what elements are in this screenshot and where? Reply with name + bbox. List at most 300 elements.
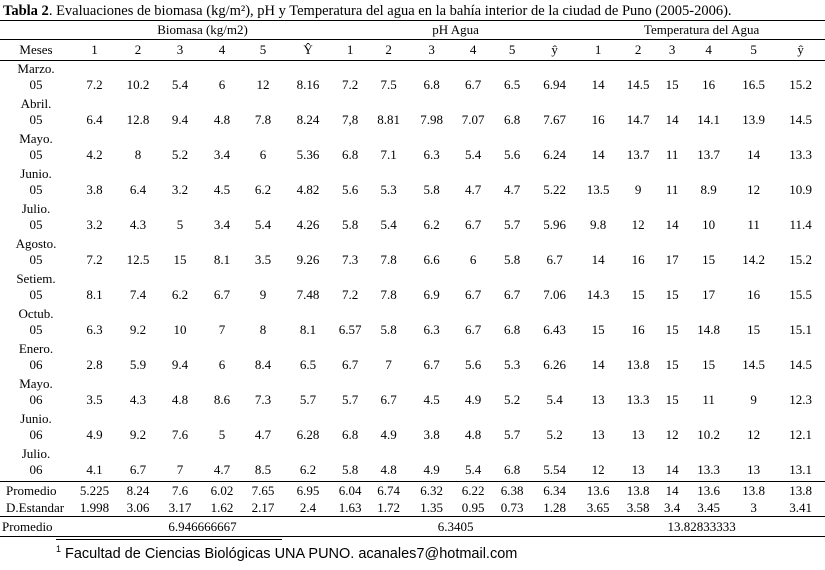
value-cell-biomasa: 6.4: [86, 112, 103, 127]
destandar-row-value-biomasa: 3.17: [159, 499, 201, 517]
promedio-row-value-temp: 13.6: [686, 482, 731, 500]
value-cell-biomasa: 5.2: [171, 147, 189, 162]
destandar-row-value-temp: 3.41: [776, 499, 825, 517]
value-cell-biomasa: 5: [176, 217, 184, 232]
value-cell-ph: 4.9: [380, 427, 397, 442]
table-row: [0, 271, 825, 306]
value-cell-biomasa: 7: [176, 462, 184, 477]
value-cell-ph: 7.1: [380, 147, 397, 162]
promedio-row-value-ph: 6.34: [531, 482, 578, 500]
value-cell-temp: 14.5: [789, 357, 812, 372]
month-cell: [0, 166, 72, 201]
group-header-row: [0, 21, 825, 40]
value-cell-biomasa: 6.3: [86, 322, 103, 337]
value-cell-ph: 5.4: [464, 147, 482, 162]
promedio-row-value-biomasa: 7.65: [243, 482, 283, 500]
value-cell-ph: 6.94: [543, 77, 566, 92]
value-cell-ph: 5.6: [503, 147, 521, 162]
value-cell-biomasa: 5.4: [254, 217, 272, 232]
promedio-row-value-temp: 14: [658, 482, 686, 500]
value-cell-ph: 5.54: [543, 462, 566, 477]
value-cell-temp: 13: [631, 462, 645, 477]
value-cell-temp: 11.4: [789, 217, 812, 232]
promedio-row-value-biomasa: 7.6: [159, 482, 201, 500]
value-cell-temp: 12: [747, 182, 761, 197]
promedio-row-value-temp: 13.8: [776, 482, 825, 500]
table-row: [0, 446, 825, 482]
value-cell-ph: 6.7: [464, 322, 482, 337]
table-row: [0, 201, 825, 236]
value-cell-ph: 7,8: [341, 112, 359, 127]
value-cell-temp: 15: [665, 77, 679, 92]
promedio-general-temp: 13.82833333: [578, 517, 825, 537]
column-header-temp-3: 3: [658, 40, 686, 61]
value-cell-biomasa: 9.4: [171, 112, 189, 127]
column-header-biomasa-3: 3: [159, 40, 201, 61]
destandar-row-value-temp: 3: [731, 499, 776, 517]
value-cell-temp: 16: [747, 287, 761, 302]
value-cell-ph: 6.7: [464, 287, 482, 302]
value-cell-biomasa: 6.2: [254, 182, 272, 197]
value-cell-ph: 6.57: [338, 322, 362, 337]
value-cell-temp: 12.1: [789, 427, 812, 442]
value-cell-temp: 15.2: [789, 77, 812, 92]
destandar-row-value-temp: 3.58: [618, 499, 658, 517]
value-cell-ph: 6.8: [423, 77, 440, 92]
table-caption-label: Tabla 2: [3, 3, 49, 19]
value-cell-biomasa: 9.2: [129, 427, 147, 442]
value-cell-biomasa: 8.6: [213, 392, 231, 407]
destandar-row-value-ph: 0.95: [453, 499, 493, 517]
promedio-general-label: Promedio: [0, 517, 72, 537]
value-cell-temp: 14.5: [626, 77, 650, 92]
value-cell-ph: 5.4: [380, 217, 397, 232]
month-cell: [0, 61, 72, 97]
value-cell-biomasa: 2.8: [86, 357, 103, 372]
value-cell-biomasa: 4.5: [213, 182, 231, 197]
value-cell-temp: 10.9: [789, 182, 812, 197]
value-cell-temp: 13.3: [789, 147, 812, 162]
month-label-part: 06: [29, 392, 43, 407]
group-header-biomasa: Biomasa (kg/m2): [72, 21, 333, 40]
promedio-row-value-temp: 13.8: [618, 482, 658, 500]
value-cell-ph: 4.8: [380, 462, 397, 477]
month-label-part: Julio.: [21, 446, 51, 461]
value-cell-temp: 14.8: [697, 322, 720, 337]
value-cell-temp: 15.1: [789, 322, 812, 337]
value-cell-ph: 6.43: [543, 322, 566, 337]
value-cell-ph: 5.8: [341, 462, 359, 477]
value-cell-biomasa: 8.1: [86, 287, 103, 302]
value-cell-temp: 15: [702, 357, 716, 372]
value-cell-temp: 13.7: [697, 147, 720, 162]
value-cell-biomasa: 8.1: [299, 322, 317, 337]
value-cell-temp: 8.9: [700, 182, 717, 197]
value-cell-ph: 4.9: [464, 392, 482, 407]
value-cell-ph: 7.06: [543, 287, 566, 302]
value-cell-ph: 6.7: [380, 392, 397, 407]
value-cell-temp: 13: [591, 392, 605, 407]
month-label-part: Marzo.: [17, 61, 55, 76]
value-cell-ph: 6.8: [341, 427, 359, 442]
destandar-row-value-temp: 3.45: [686, 499, 731, 517]
value-cell-ph: 4.7: [503, 182, 521, 197]
value-cell-ph: 6.26: [543, 357, 566, 372]
value-cell-ph: 4.9: [423, 462, 440, 477]
promedio-row-value-biomasa: 8.24: [117, 482, 159, 500]
value-cell-temp: 14.1: [697, 112, 720, 127]
month-label-part: 06: [29, 357, 43, 372]
value-cell-biomasa: 4.7: [254, 427, 272, 442]
value-cell-temp: 14.5: [789, 112, 812, 127]
destandar-row-value-ph: 1.28: [531, 499, 578, 517]
value-cell-ph: 5.8: [423, 182, 440, 197]
column-header-ph-1: 1: [333, 40, 367, 61]
value-cell-ph: 4.5: [423, 392, 440, 407]
value-cell-temp: 14.3: [586, 287, 610, 302]
table-row: [0, 341, 825, 376]
table-row: [0, 61, 825, 97]
month-label-part: Abril.: [20, 96, 52, 111]
month-label-part: Junio.: [20, 166, 52, 181]
value-cell-biomasa: 3.8: [86, 182, 103, 197]
column-header-meses: Meses: [0, 40, 72, 61]
month-cell: [0, 236, 72, 271]
promedio-row-value-biomasa: 6.02: [201, 482, 243, 500]
value-cell-temp: 17: [665, 252, 679, 267]
month-label-part: 05: [29, 322, 43, 337]
value-cell-ph: 5.2: [503, 392, 521, 407]
month-label-part: 05: [29, 147, 43, 162]
destandar-row-value-biomasa: 2.4: [283, 499, 333, 517]
value-cell-temp: 11: [702, 392, 715, 407]
value-cell-biomasa: 4.8: [213, 112, 231, 127]
value-cell-ph: 5.6: [341, 182, 359, 197]
destandar-row-label: D.Estandar: [0, 499, 72, 517]
value-cell-temp: 14: [747, 147, 761, 162]
table-row: [0, 166, 825, 201]
value-cell-ph: 6.7: [546, 252, 563, 267]
month-label-part: 06: [29, 462, 43, 477]
value-cell-ph: 5.2: [546, 427, 563, 442]
value-cell-ph: 7.3: [341, 252, 359, 267]
value-cell-biomasa: 6.4: [129, 182, 147, 197]
promedio-row-value-biomasa: 6.95: [283, 482, 333, 500]
value-cell-biomasa: 9.26: [296, 252, 320, 267]
value-cell-ph: 6.6: [423, 252, 440, 267]
value-cell-temp: 13: [591, 427, 605, 442]
column-header-biomasa-5: 5: [243, 40, 283, 61]
value-cell-biomasa: 12: [256, 77, 270, 92]
value-cell-biomasa: 8.16: [296, 77, 320, 92]
value-cell-biomasa: 12.8: [126, 112, 150, 127]
group-header-temperatura: Temperatura del Agua: [578, 21, 825, 40]
value-cell-temp: 13.8: [626, 357, 650, 372]
value-cell-temp: 9: [750, 392, 757, 407]
value-cell-temp: 16: [631, 252, 645, 267]
group-header-ph: pH Agua: [333, 21, 578, 40]
value-cell-biomasa: 6.7: [213, 287, 231, 302]
value-cell-biomasa: 4.3: [129, 392, 147, 407]
value-cell-temp: 13.3: [697, 462, 720, 477]
month-cell: [0, 446, 72, 482]
column-header-row: [0, 40, 825, 61]
value-cell-ph: 5.3: [380, 182, 397, 197]
value-cell-biomasa: 5: [218, 427, 226, 442]
column-header-biomasa-4: 4: [201, 40, 243, 61]
value-cell-temp: 15.5: [789, 287, 812, 302]
promedio-row-value-temp: 13.6: [578, 482, 618, 500]
value-cell-temp: 10: [702, 217, 716, 232]
promedio-general-ph: 6.3405: [333, 517, 578, 537]
table-row: [0, 131, 825, 166]
value-cell-ph: 7.5: [380, 77, 397, 92]
value-cell-biomasa: 9: [259, 287, 267, 302]
value-cell-biomasa: 15: [173, 252, 187, 267]
value-cell-biomasa: 9.4: [171, 357, 189, 372]
month-label-part: Julio.: [21, 201, 51, 216]
group-header-empty: [0, 21, 72, 40]
value-cell-biomasa: 6: [259, 147, 267, 162]
month-label-part: Mayo.: [19, 131, 53, 146]
value-cell-temp: 15: [665, 357, 679, 372]
value-cell-biomasa: 4.9: [86, 427, 103, 442]
value-cell-ph: 6: [469, 252, 477, 267]
value-cell-biomasa: 3.5: [86, 392, 103, 407]
value-cell-temp: 12.3: [789, 392, 812, 407]
value-cell-temp: 15: [591, 322, 605, 337]
promedio-row-label: Promedio: [0, 482, 72, 500]
month-label-part: Agosto.: [15, 236, 57, 251]
value-cell-temp: 12: [631, 217, 645, 232]
month-label-part: Octub.: [18, 306, 54, 321]
value-cell-ph: 6.5: [503, 77, 521, 92]
month-label-part: 05: [29, 112, 43, 127]
value-cell-biomasa: 7.4: [129, 287, 147, 302]
value-cell-biomasa: 10.2: [126, 77, 150, 92]
column-header-temp-6: ŷ: [776, 40, 825, 61]
value-cell-temp: 11: [665, 147, 679, 162]
month-cell: [0, 271, 72, 306]
value-cell-temp: 13: [747, 462, 761, 477]
data-table: [0, 20, 825, 537]
value-cell-ph: 6.8: [503, 322, 521, 337]
promedio-row-value-biomasa: 5.225: [72, 482, 117, 500]
value-cell-ph: 5.8: [341, 217, 359, 232]
value-cell-ph: 6.7: [503, 287, 521, 302]
month-cell: [0, 376, 72, 411]
column-header-ph-6: ŷ: [531, 40, 578, 61]
value-cell-biomasa: 8.1: [213, 252, 231, 267]
value-cell-ph: 6.9: [423, 287, 440, 302]
value-cell-ph: 6.7: [341, 357, 359, 372]
value-cell-biomasa: 7.2: [86, 77, 103, 92]
value-cell-biomasa: 8.5: [254, 462, 272, 477]
month-cell: [0, 341, 72, 376]
value-cell-temp: 14: [665, 462, 679, 477]
value-cell-temp: 16: [631, 322, 645, 337]
promedio-row-value-ph: 6.32: [410, 482, 453, 500]
month-label-part: 05: [29, 287, 43, 302]
month-label-part: 05: [29, 217, 43, 232]
value-cell-temp: 14.2: [742, 252, 765, 267]
value-cell-temp: 12: [665, 427, 679, 442]
column-header-temp-2: 2: [618, 40, 658, 61]
value-cell-biomasa: 7: [218, 322, 226, 337]
value-cell-biomasa: 8.24: [296, 112, 320, 127]
value-cell-biomasa: 7.3: [254, 392, 272, 407]
value-cell-temp: 10.2: [697, 427, 720, 442]
value-cell-temp: 15: [665, 287, 679, 302]
table-row: [0, 236, 825, 271]
month-label-part: 05: [29, 77, 43, 92]
column-header-biomasa-2: 2: [117, 40, 159, 61]
value-cell-ph: 5.4: [464, 462, 482, 477]
value-cell-ph: 3.8: [423, 427, 440, 442]
value-cell-biomasa: 6: [218, 357, 226, 372]
value-cell-ph: 7.98: [420, 112, 443, 127]
promedio-row-value-ph: 6.04: [333, 482, 367, 500]
value-cell-ph: 8.81: [377, 112, 400, 127]
value-cell-ph: 5.4: [546, 392, 563, 407]
month-label-part: 05: [29, 252, 43, 267]
value-cell-biomasa: 8.4: [254, 357, 272, 372]
value-cell-biomasa: 6.2: [171, 287, 189, 302]
value-cell-temp: 17: [702, 287, 716, 302]
value-cell-ph: 5.6: [464, 357, 482, 372]
value-cell-temp: 13.1: [789, 462, 812, 477]
destandar-row: [0, 499, 825, 517]
column-header-ph-5: 5: [493, 40, 531, 61]
value-cell-biomasa: 8: [134, 147, 142, 162]
value-cell-ph: 6.24: [543, 147, 566, 162]
footnote-marker: 1: [56, 544, 62, 554]
value-cell-biomasa: 10: [173, 322, 187, 337]
month-cell: [0, 411, 72, 446]
value-cell-ph: 6.8: [341, 147, 359, 162]
month-label-part: Junio.: [20, 411, 52, 426]
value-cell-temp: 14.7: [626, 112, 650, 127]
footnote-text: Facultad de Ciencias Biológicas UNA PUNO. acanales7@hotmail.com: [65, 546, 518, 562]
value-cell-biomasa: 3.2: [86, 217, 103, 232]
value-cell-temp: 13: [631, 427, 645, 442]
promedio-row-value-ph: 6.38: [493, 482, 531, 500]
value-cell-temp: 14: [665, 112, 679, 127]
value-cell-ph: 5.8: [380, 322, 397, 337]
value-cell-ph: 6.2: [423, 217, 440, 232]
value-cell-ph: 7.07: [461, 112, 485, 127]
value-cell-biomasa: 3.4: [213, 217, 231, 232]
value-cell-ph: 6.7: [464, 217, 482, 232]
value-cell-biomasa: 5.36: [296, 147, 320, 162]
table-row: [0, 411, 825, 446]
value-cell-ph: 7.2: [341, 287, 359, 302]
value-cell-ph: 5.22: [543, 182, 566, 197]
destandar-row-value-biomasa: 2.17: [243, 499, 283, 517]
value-cell-biomasa: 4.7: [213, 462, 231, 477]
value-cell-ph: 7.8: [380, 287, 397, 302]
value-cell-biomasa: 4.82: [296, 182, 320, 197]
value-cell-temp: 15: [702, 252, 716, 267]
value-cell-temp: 11: [665, 182, 679, 197]
value-cell-biomasa: 4.3: [129, 217, 147, 232]
promedio-general-biomasa: 6.946666667: [72, 517, 333, 537]
value-cell-temp: 9: [634, 182, 642, 197]
value-cell-biomasa: 6: [218, 77, 226, 92]
column-header-ph-2: 2: [367, 40, 410, 61]
value-cell-biomasa: 7.48: [296, 287, 320, 302]
value-cell-biomasa: 3.5: [254, 252, 272, 267]
footnote: [56, 546, 517, 562]
value-cell-ph: 4.8: [464, 427, 482, 442]
value-cell-temp: 16.5: [742, 77, 765, 92]
value-cell-ph: 4.7: [464, 182, 482, 197]
footnote-divider: [56, 539, 282, 540]
value-cell-temp: 14: [591, 252, 605, 267]
value-cell-temp: 13.5: [586, 182, 610, 197]
value-cell-ph: 6.8: [503, 112, 521, 127]
month-label-part: Enero.: [18, 341, 54, 356]
destandar-row-value-ph: 1.35: [410, 499, 453, 517]
destandar-row-value-biomasa: 1.998: [72, 499, 117, 517]
value-cell-ph: 6.3: [423, 322, 440, 337]
table-row: [0, 376, 825, 411]
value-cell-biomasa: 7.6: [171, 427, 189, 442]
table-row: [0, 96, 825, 131]
table-caption-text: . Evaluaciones de biomasa (kg/m²), pH y Temperatura del agua en la bahía interior de la ciudad de Puno (2005-2006).: [48, 3, 732, 19]
value-cell-temp: 15: [747, 322, 761, 337]
month-label-part: Mayo.: [19, 376, 53, 391]
destandar-row-value-ph: 0.73: [493, 499, 531, 517]
value-cell-biomasa: 6.7: [129, 462, 147, 477]
value-cell-ph: 6.3: [423, 147, 440, 162]
promedio-general-row: [0, 517, 825, 537]
value-cell-ph: 7.67: [543, 112, 566, 127]
month-cell: [0, 306, 72, 341]
month-label-part: Setiem.: [16, 271, 56, 286]
value-cell-ph: 6.7: [464, 77, 482, 92]
value-cell-ph: 5.3: [503, 357, 521, 372]
value-cell-ph: 6.8: [503, 462, 521, 477]
value-cell-temp: 16: [702, 77, 716, 92]
destandar-row-value-ph: 1.72: [367, 499, 410, 517]
value-cell-biomasa: 5.9: [129, 357, 147, 372]
column-header-temp-4: 4: [686, 40, 731, 61]
value-cell-ph: 6.7: [423, 357, 440, 372]
value-cell-biomasa: 12.5: [126, 252, 150, 267]
value-cell-biomasa: 7.2: [86, 252, 103, 267]
month-cell: [0, 131, 72, 166]
destandar-row-value-temp: 3.4: [658, 499, 686, 517]
value-cell-temp: 13.9: [742, 112, 765, 127]
value-cell-temp: 16: [591, 112, 605, 127]
value-cell-temp: 15.2: [789, 252, 812, 267]
value-cell-temp: 13.7: [626, 147, 650, 162]
value-cell-temp: 12: [591, 462, 605, 477]
promedio-row-value-ph: 6.74: [367, 482, 410, 500]
destandar-row-value-ph: 1.63: [333, 499, 367, 517]
month-label-part: 05: [29, 182, 43, 197]
value-cell-ph: 5.7: [341, 392, 359, 407]
value-cell-biomasa: 4.1: [86, 462, 103, 477]
destandar-row-value-temp: 3.65: [578, 499, 618, 517]
value-cell-biomasa: 9.2: [129, 322, 147, 337]
month-cell: [0, 201, 72, 236]
value-cell-biomasa: 4.8: [171, 392, 189, 407]
value-cell-ph: 7.8: [380, 252, 397, 267]
value-cell-temp: 14: [665, 217, 679, 232]
value-cell-biomasa: 3.4: [213, 147, 231, 162]
